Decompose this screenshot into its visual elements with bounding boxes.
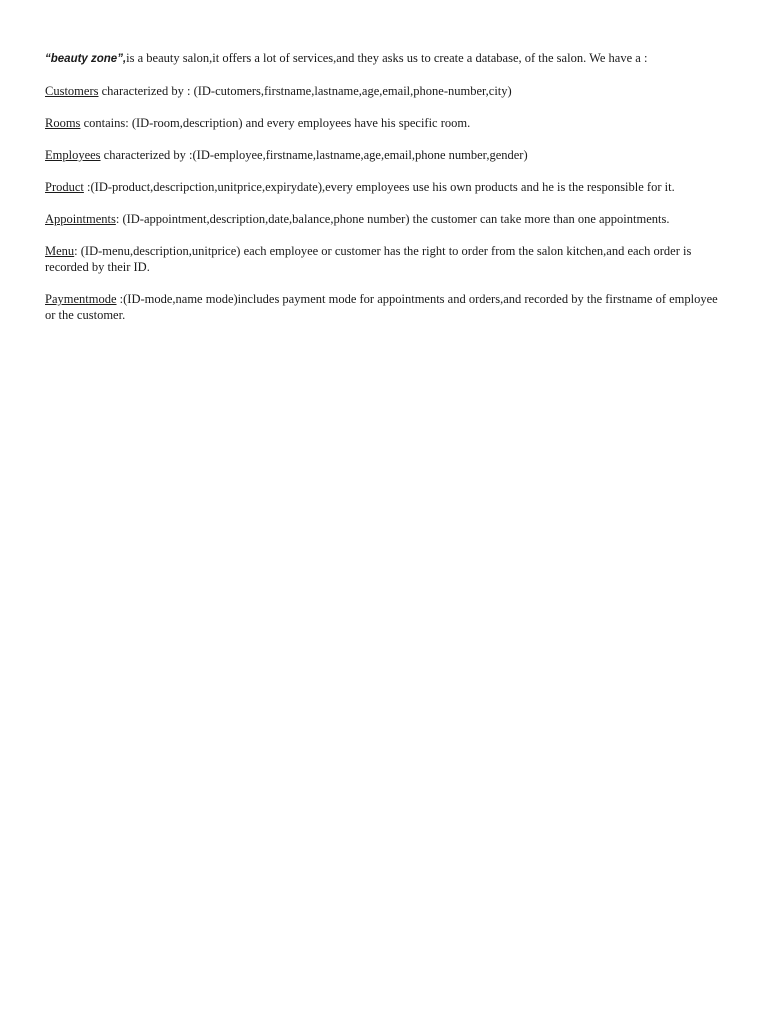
entity-customers (45, 83, 725, 99)
entity-term: Employees (45, 148, 101, 162)
entity-text: contains: (ID-room,description) and every employees have his specific room. (80, 116, 471, 130)
entity-rooms (45, 115, 725, 131)
entity-text: :(ID-mode,name mode)includes payment mode for appointments and orders,and recorded by the firstname of employee or the customer. (45, 292, 718, 322)
document-page (45, 50, 725, 339)
entity-product (45, 179, 725, 195)
entity-term: Product (45, 180, 84, 194)
entity-menu (45, 243, 725, 275)
entity-paymentmode (45, 291, 725, 323)
entity-term: Menu (45, 244, 75, 258)
entity-text: :(ID-product,descripction,unitprice,expirydate),every employees use his own products and he is the responsible for it. (83, 180, 675, 194)
entity-term: Paymentmode (45, 292, 117, 306)
entity-term: Customers (45, 84, 99, 98)
intro-text: is a beauty salon,it offers a lot of services,and they asks us to create a database, of the salon. We have a : (126, 51, 648, 65)
entity-term: Appointments (45, 212, 116, 226)
intro-title-text: beauty zone”, (50, 53, 127, 65)
intro-title (45, 53, 126, 65)
entity-appointments (45, 211, 725, 227)
entity-text: : (ID-appointment,description,date,balance,phone number) the customer can take more than one appointments. (115, 212, 670, 226)
intro-paragraph (45, 50, 725, 67)
entity-text: : (ID-menu,description,unitprice) each employee or customer has the right to order from the salon kitchen,and each order is recorded by their ID. (45, 244, 692, 274)
entity-term: Rooms (45, 116, 81, 130)
entity-text: characterized by : (ID-cutomers,firstname,lastname,age,email,phone-number,city) (98, 84, 512, 98)
entity-text: characterized by :(ID-employee,firstname,lastname,age,email,phone number,gender) (100, 148, 528, 162)
entity-employees (45, 147, 725, 163)
intro-open-quote: “ (45, 53, 51, 65)
